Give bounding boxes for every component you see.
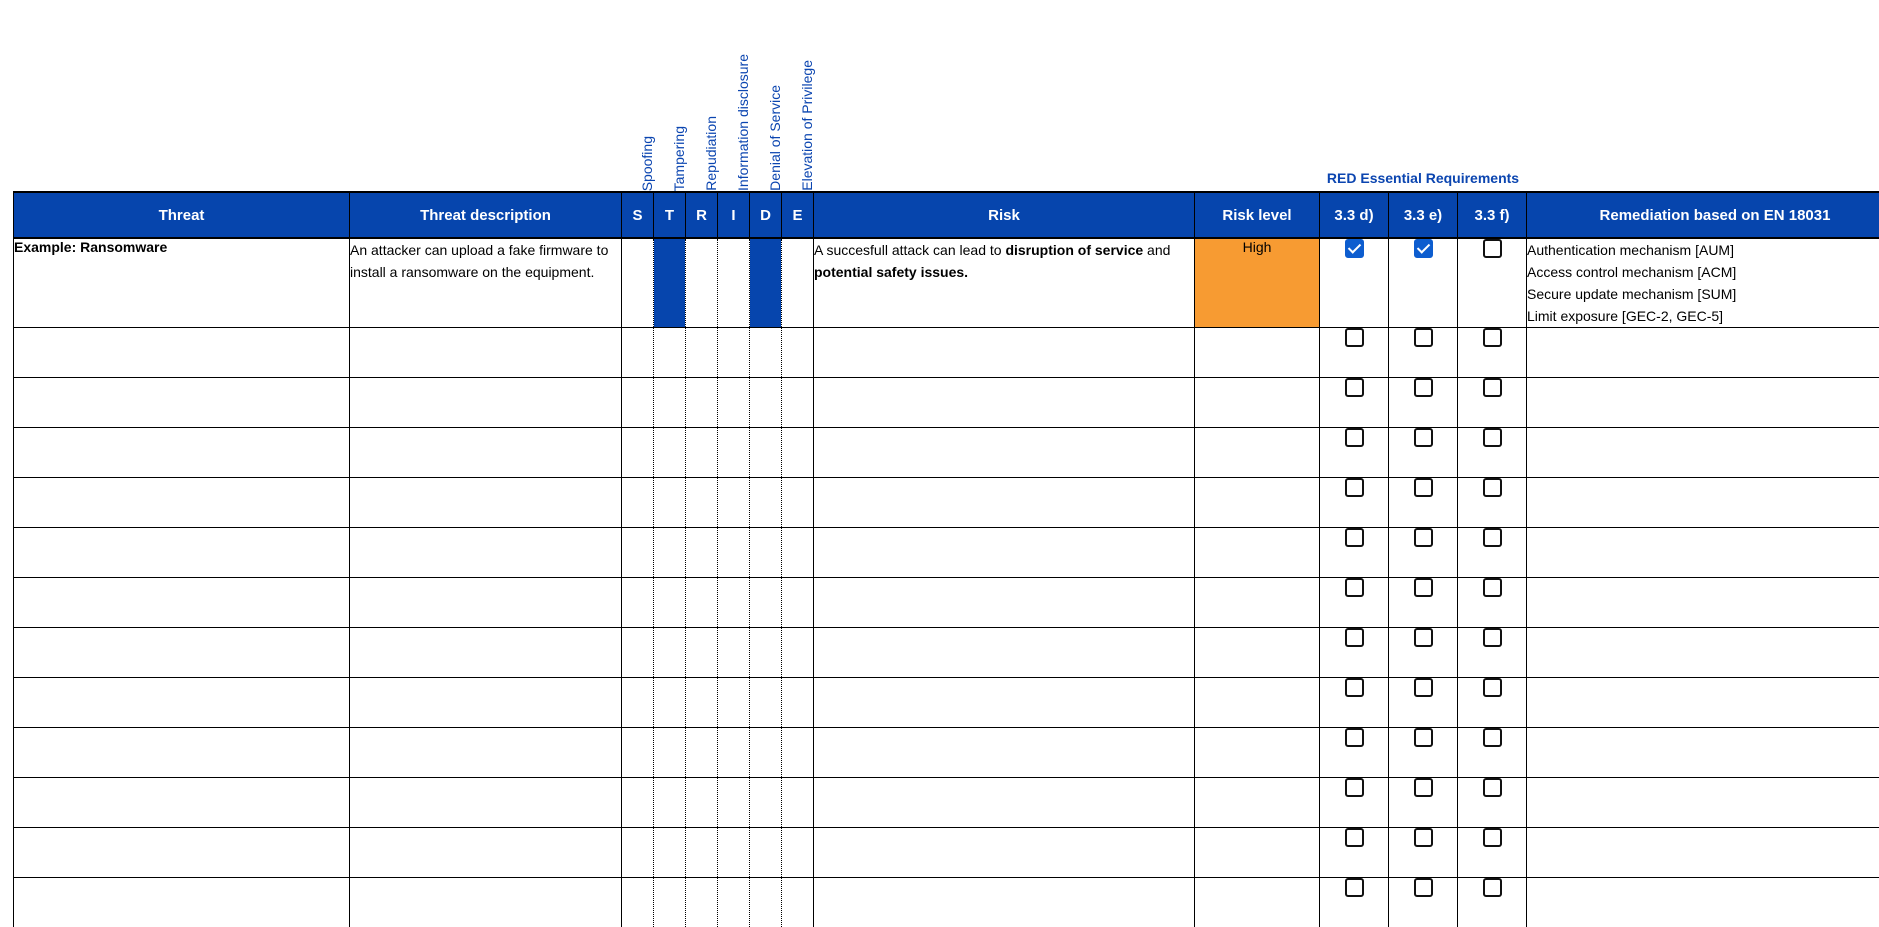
description-cell[interactable]: [350, 428, 622, 478]
checkbox[interactable]: [1414, 478, 1433, 497]
description-cell[interactable]: [350, 678, 622, 728]
threat-cell[interactable]: [14, 478, 350, 528]
remediation-cell[interactable]: [1527, 428, 1879, 478]
description-cell[interactable]: [350, 828, 622, 878]
risk-cell[interactable]: [814, 528, 1195, 578]
req-3-3-e-cell: [1389, 728, 1458, 778]
risk-level-cell[interactable]: [1195, 378, 1320, 428]
checkbox[interactable]: [1483, 878, 1502, 897]
header-req-3-3-e[interactable]: 3.3 e): [1389, 192, 1458, 238]
stride-r[interactable]: [686, 628, 718, 678]
risk-text-mid: and: [1143, 242, 1171, 258]
req-3-3-d-cell: [1320, 428, 1389, 478]
req-3-3-f-cell: [1458, 378, 1527, 428]
checkbox[interactable]: [1483, 328, 1502, 347]
stride-e[interactable]: [782, 428, 814, 478]
header-t[interactable]: T: [654, 192, 686, 238]
remediation-item: Access control mechanism [ACM]: [1527, 264, 1737, 280]
checkbox[interactable]: [1345, 528, 1364, 547]
stride-s[interactable]: [622, 678, 654, 728]
stride-s[interactable]: [622, 478, 654, 528]
stride-d[interactable]: [750, 478, 782, 528]
stride-d[interactable]: [750, 378, 782, 428]
header-req-3-3-f[interactable]: 3.3 f): [1458, 192, 1527, 238]
risk-cell[interactable]: [814, 628, 1195, 678]
remediation-cell[interactable]: [1527, 378, 1879, 428]
checkbox[interactable]: [1345, 478, 1364, 497]
risk-cell[interactable]: [814, 378, 1195, 428]
risk-text-prefix: A succesfull attack can lead to: [814, 242, 1006, 258]
req-3-3-d-cell: [1320, 678, 1389, 728]
red-essential-requirements-title: RED Essential Requirements: [1326, 170, 1520, 186]
example-remediation-cell[interactable]: [1527, 238, 1879, 328]
remediation-cell[interactable]: [1527, 828, 1879, 878]
stride-r[interactable]: [686, 378, 718, 428]
req-3-3-f-cell: [1458, 328, 1527, 378]
req-3-3-d-cell: [1320, 728, 1389, 778]
stride-e[interactable]: [782, 478, 814, 528]
remediation-cell[interactable]: [1527, 728, 1879, 778]
header-threat-description[interactable]: Threat description: [350, 192, 622, 238]
stride-label-denial-of-service: Denial of Service: [767, 85, 783, 191]
checkbox[interactable]: [1414, 428, 1433, 447]
checkbox[interactable]: [1345, 828, 1364, 847]
stride-r[interactable]: [686, 328, 718, 378]
risk-level-cell[interactable]: [1195, 428, 1320, 478]
remediation-item: Secure update mechanism [SUM]: [1527, 286, 1737, 302]
checkbox[interactable]: [1345, 678, 1364, 697]
stride-r[interactable]: [686, 678, 718, 728]
stride-r[interactable]: [686, 578, 718, 628]
example-req-3-3-d-cell: [1320, 238, 1389, 328]
req-3-3-f-cell: [1458, 428, 1527, 478]
description-cell[interactable]: [350, 878, 622, 927]
table-row: [14, 478, 1879, 528]
example-description-cell[interactable]: An attacker can upload a fake firmware to install a ransomware on the equipment.: [350, 238, 622, 328]
risk-level-cell[interactable]: [1195, 678, 1320, 728]
checkbox[interactable]: [1345, 628, 1364, 647]
stride-e[interactable]: [782, 678, 814, 728]
remediation-cell[interactable]: [1527, 578, 1879, 628]
req-3-3-e-cell: [1389, 628, 1458, 678]
stride-e[interactable]: [782, 528, 814, 578]
stride-t[interactable]: [654, 778, 686, 828]
risk-level-cell[interactable]: [1195, 728, 1320, 778]
threat-cell[interactable]: [14, 778, 350, 828]
checkbox[interactable]: [1345, 878, 1364, 897]
remediation-cell[interactable]: [1527, 678, 1879, 728]
description-cell[interactable]: [350, 728, 622, 778]
stride-s[interactable]: [622, 528, 654, 578]
risk-cell[interactable]: [814, 878, 1195, 927]
stride-r[interactable]: [686, 878, 718, 927]
description-cell[interactable]: [350, 778, 622, 828]
stride-t[interactable]: [654, 828, 686, 878]
req-3-3-d-cell: [1320, 828, 1389, 878]
stride-i[interactable]: [718, 778, 750, 828]
table-row: [14, 828, 1879, 878]
stride-label-spoofing: Spoofing: [639, 135, 655, 191]
stride-i[interactable]: [718, 678, 750, 728]
stride-t[interactable]: [654, 528, 686, 578]
example-threat-cell[interactable]: Example: Ransomware: [14, 238, 350, 328]
stride-r[interactable]: [686, 428, 718, 478]
risk-cell[interactable]: [814, 578, 1195, 628]
checkbox[interactable]: [1414, 578, 1433, 597]
risk-text-bold-1: disruption of service: [1005, 242, 1144, 258]
stride-t[interactable]: [654, 728, 686, 778]
req-3-3-e-cell: [1389, 578, 1458, 628]
table-row: [14, 728, 1879, 778]
stride-s[interactable]: [622, 628, 654, 678]
description-cell[interactable]: [350, 528, 622, 578]
req-3-3-d-cell: [1320, 628, 1389, 678]
remediation-cell[interactable]: [1527, 528, 1879, 578]
example-stride-e[interactable]: [782, 238, 814, 328]
stride-label-elevation-of-privilege: Elevation of Privilege: [799, 60, 815, 191]
req-3-3-e-cell: [1389, 478, 1458, 528]
stride-r[interactable]: [686, 828, 718, 878]
stride-d[interactable]: [750, 628, 782, 678]
example-risk-level-cell[interactable]: High: [1195, 238, 1320, 328]
req-3-3-f-cell: [1458, 628, 1527, 678]
remediation-cell[interactable]: [1527, 778, 1879, 828]
header-r[interactable]: R: [686, 192, 718, 238]
checkbox[interactable]: [1345, 378, 1364, 397]
checkbox[interactable]: [1483, 428, 1502, 447]
checkbox-3-3-f[interactable]: [1483, 239, 1502, 258]
checkbox[interactable]: [1414, 678, 1433, 697]
threat-cell[interactable]: [14, 528, 350, 578]
stride-d[interactable]: [750, 828, 782, 878]
stride-t[interactable]: [654, 678, 686, 728]
stride-i[interactable]: [718, 378, 750, 428]
stride-s[interactable]: [622, 578, 654, 628]
req-3-3-d-cell: [1320, 328, 1389, 378]
risk-cell[interactable]: [814, 778, 1195, 828]
stride-d[interactable]: [750, 778, 782, 828]
req-3-3-f-cell: [1458, 778, 1527, 828]
req-3-3-d-cell: [1320, 528, 1389, 578]
req-3-3-f-cell: [1458, 828, 1527, 878]
risk-level-cell[interactable]: [1195, 778, 1320, 828]
table-row: [14, 328, 1879, 378]
stride-label-tampering: Tampering: [671, 125, 687, 191]
risk-level-cell[interactable]: [1195, 878, 1320, 927]
header-risk-level[interactable]: Risk level: [1195, 192, 1320, 238]
stride-e[interactable]: [782, 828, 814, 878]
risk-level-cell[interactable]: [1195, 528, 1320, 578]
table-row: [14, 628, 1879, 678]
req-3-3-f-cell: [1458, 528, 1527, 578]
stride-d[interactable]: [750, 878, 782, 927]
stride-e[interactable]: [782, 328, 814, 378]
checkbox[interactable]: [1483, 678, 1502, 697]
checkbox[interactable]: [1345, 728, 1364, 747]
checkbox[interactable]: [1345, 778, 1364, 797]
stride-i[interactable]: [718, 878, 750, 927]
stride-d[interactable]: [750, 578, 782, 628]
checkbox[interactable]: [1345, 428, 1364, 447]
risk-text-bold-2: potential safety issues.: [814, 264, 969, 280]
stride-t[interactable]: [654, 878, 686, 927]
stride-t[interactable]: [654, 428, 686, 478]
table-row: [14, 778, 1879, 828]
header-row: [14, 192, 1879, 238]
stride-i[interactable]: [718, 528, 750, 578]
description-cell[interactable]: [350, 578, 622, 628]
risk-cell[interactable]: [814, 828, 1195, 878]
req-3-3-f-cell: [1458, 478, 1527, 528]
req-3-3-f-cell: [1458, 878, 1527, 927]
req-3-3-d-cell: [1320, 478, 1389, 528]
risk-cell[interactable]: [814, 678, 1195, 728]
risk-level-cell[interactable]: [1195, 578, 1320, 628]
checkbox-3-3-d[interactable]: [1345, 239, 1364, 258]
header-i[interactable]: I: [718, 192, 750, 238]
stride-i[interactable]: [718, 828, 750, 878]
stride-label-repudiation: Repudiation: [703, 116, 719, 191]
remediation-cell[interactable]: [1527, 478, 1879, 528]
risk-cell[interactable]: [814, 728, 1195, 778]
stride-s[interactable]: [622, 878, 654, 927]
req-3-3-d-cell: [1320, 878, 1389, 927]
threat-cell[interactable]: [14, 628, 350, 678]
stride-d[interactable]: [750, 678, 782, 728]
checkbox[interactable]: [1414, 828, 1433, 847]
threat-cell[interactable]: [14, 378, 350, 428]
stride-r[interactable]: [686, 528, 718, 578]
header-threat[interactable]: Threat: [14, 192, 350, 238]
checkbox[interactable]: [1483, 778, 1502, 797]
stride-label-information-disclosure: Information disclosure: [735, 54, 751, 191]
req-3-3-e-cell: [1389, 778, 1458, 828]
remediation-item: Authentication mechanism [AUM]: [1527, 242, 1734, 258]
stride-i[interactable]: [718, 478, 750, 528]
remediation-cell[interactable]: [1527, 628, 1879, 678]
req-3-3-e-cell: [1389, 378, 1458, 428]
stride-d[interactable]: [750, 428, 782, 478]
risk-cell[interactable]: [814, 428, 1195, 478]
req-3-3-e-cell: [1389, 328, 1458, 378]
req-3-3-d-cell: [1320, 578, 1389, 628]
table-row: [14, 528, 1879, 578]
stride-d[interactable]: [750, 728, 782, 778]
header-req-3-3-d[interactable]: 3.3 d): [1320, 192, 1389, 238]
checkbox[interactable]: [1483, 578, 1502, 597]
remediation-item: Limit exposure [GEC-2, GEC-5]: [1527, 308, 1724, 324]
stride-e[interactable]: [782, 778, 814, 828]
example-stride-d[interactable]: [750, 238, 782, 328]
threat-cell[interactable]: [14, 878, 350, 927]
threat-cell[interactable]: [14, 428, 350, 478]
threat-cell[interactable]: [14, 828, 350, 878]
stride-s[interactable]: [622, 728, 654, 778]
checkbox[interactable]: [1483, 828, 1502, 847]
stride-t[interactable]: [654, 378, 686, 428]
table-row: [14, 578, 1879, 628]
remediation-cell[interactable]: [1527, 878, 1879, 927]
risk-cell[interactable]: [814, 328, 1195, 378]
checkbox[interactable]: [1345, 578, 1364, 597]
stride-i[interactable]: [718, 328, 750, 378]
example-req-3-3-e-cell: [1389, 238, 1458, 328]
example-stride-t[interactable]: [654, 238, 686, 328]
remediation-cell[interactable]: [1527, 328, 1879, 378]
stride-s[interactable]: [622, 778, 654, 828]
example-row: [14, 238, 1879, 328]
checkbox[interactable]: [1414, 328, 1433, 347]
checkbox[interactable]: [1414, 528, 1433, 547]
req-3-3-e-cell: [1389, 678, 1458, 728]
checkbox[interactable]: [1483, 628, 1502, 647]
stride-e[interactable]: [782, 878, 814, 927]
risk-level-cell[interactable]: [1195, 628, 1320, 678]
req-3-3-d-cell: [1320, 378, 1389, 428]
stride-i[interactable]: [718, 628, 750, 678]
table-row: [14, 678, 1879, 728]
table-row: [14, 878, 1879, 927]
req-3-3-e-cell: [1389, 528, 1458, 578]
checkbox[interactable]: [1483, 728, 1502, 747]
threat-table: [13, 191, 1879, 927]
example-stride-r[interactable]: [686, 238, 718, 328]
req-3-3-e-cell: [1389, 428, 1458, 478]
stride-e[interactable]: [782, 728, 814, 778]
stride-s[interactable]: [622, 828, 654, 878]
checkbox[interactable]: [1345, 328, 1364, 347]
stride-t[interactable]: [654, 328, 686, 378]
threat-cell[interactable]: [14, 728, 350, 778]
threat-cell[interactable]: [14, 578, 350, 628]
stride-t[interactable]: [654, 628, 686, 678]
example-req-3-3-f-cell: [1458, 238, 1527, 328]
header-risk[interactable]: Risk: [814, 192, 1195, 238]
checkbox[interactable]: [1414, 778, 1433, 797]
description-cell[interactable]: [350, 378, 622, 428]
checkbox[interactable]: [1414, 728, 1433, 747]
example-stride-s[interactable]: [622, 238, 654, 328]
stride-t[interactable]: [654, 478, 686, 528]
req-3-3-f-cell: [1458, 728, 1527, 778]
stride-e[interactable]: [782, 578, 814, 628]
stride-r[interactable]: [686, 478, 718, 528]
description-cell[interactable]: [350, 628, 622, 678]
stride-t[interactable]: [654, 578, 686, 628]
req-3-3-f-cell: [1458, 578, 1527, 628]
stride-i[interactable]: [718, 728, 750, 778]
stride-r[interactable]: [686, 778, 718, 828]
example-risk-cell[interactable]: [814, 238, 1195, 328]
header-d[interactable]: D: [750, 192, 782, 238]
stride-s[interactable]: [622, 378, 654, 428]
threat-cell[interactable]: [14, 678, 350, 728]
checkbox-3-3-e[interactable]: [1414, 239, 1433, 258]
description-cell[interactable]: [350, 328, 622, 378]
stride-s[interactable]: [622, 428, 654, 478]
description-cell[interactable]: [350, 478, 622, 528]
risk-level-cell[interactable]: [1195, 828, 1320, 878]
req-3-3-e-cell: [1389, 878, 1458, 927]
req-3-3-d-cell: [1320, 778, 1389, 828]
checkbox[interactable]: [1414, 628, 1433, 647]
stride-d[interactable]: [750, 528, 782, 578]
stride-i[interactable]: [718, 428, 750, 478]
req-3-3-e-cell: [1389, 828, 1458, 878]
stride-s[interactable]: [622, 328, 654, 378]
risk-level-cell[interactable]: [1195, 328, 1320, 378]
stride-i[interactable]: [718, 578, 750, 628]
risk-level-cell[interactable]: [1195, 478, 1320, 528]
threat-cell[interactable]: [14, 328, 350, 378]
stride-e[interactable]: [782, 378, 814, 428]
header-s[interactable]: S: [622, 192, 654, 238]
header-e[interactable]: E: [782, 192, 814, 238]
header-remediation[interactable]: Remediation based on EN 18031: [1527, 192, 1879, 238]
req-3-3-f-cell: [1458, 678, 1527, 728]
checkbox[interactable]: [1483, 378, 1502, 397]
checkbox[interactable]: [1483, 478, 1502, 497]
example-stride-i[interactable]: [718, 238, 750, 328]
table-row: [14, 378, 1879, 428]
stride-r[interactable]: [686, 728, 718, 778]
risk-cell[interactable]: [814, 478, 1195, 528]
checkbox[interactable]: [1414, 378, 1433, 397]
checkbox[interactable]: [1483, 528, 1502, 547]
checkbox[interactable]: [1414, 878, 1433, 897]
stride-d[interactable]: [750, 328, 782, 378]
table-row: [14, 428, 1879, 478]
stride-e[interactable]: [782, 628, 814, 678]
